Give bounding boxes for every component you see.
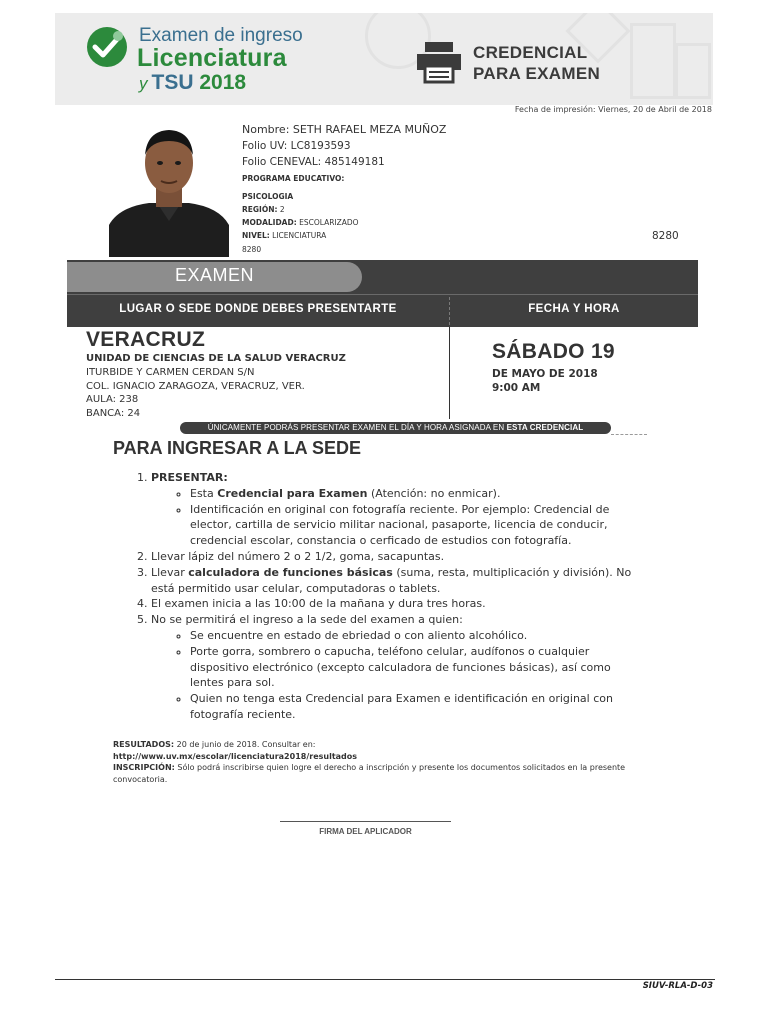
- venue-address-line1: ITURBIDE Y CARMEN CERDAN S/N: [86, 367, 255, 378]
- results-text: 20 de junio de 2018. Consultar en:: [176, 740, 316, 749]
- footer-code: SIUV-RLA-D-03: [642, 981, 713, 991]
- venue-address-line2: COL. IGNACIO ZARAGOZA, VERACRUZ, VER.: [86, 380, 305, 392]
- level-row: [242, 229, 446, 242]
- level-label: NIVEL:: [242, 231, 270, 240]
- print-date: Fecha de impresión: Viernes, 20 de Abril de 2018: [514, 105, 712, 114]
- uv-check-icon: [85, 25, 129, 69]
- level-value: LICENCIATURA: [272, 231, 327, 240]
- datetime-column-header: FECHA Y HORA: [528, 303, 620, 315]
- credential-line1: CREDENCIAL: [473, 43, 588, 62]
- list-item: [151, 612, 643, 723]
- folio-uv-value: LC8193593: [290, 140, 351, 152]
- program-value: PSICOLOGIA: [242, 192, 294, 201]
- item3-pre: Llevar: [151, 565, 185, 579]
- applicant-name: SETH RAFAEL MEZA MUÑOZ: [292, 123, 447, 136]
- program-label-row: [242, 172, 446, 185]
- notice-dash-line: [611, 434, 647, 435]
- credential-title: [473, 42, 600, 84]
- logo-line1: Examen de ingreso: [139, 25, 303, 46]
- instructions-list: [113, 470, 643, 723]
- list-item: ◦ Porte gorra, sombrero o capucha, teléfono celular, audífonos o cualquier dispositivo electrónico (excepto calculadora de funciones básicas), así como lentes para sol.: [190, 644, 643, 691]
- credential-line2: PARA EXAMEN: [473, 64, 601, 83]
- results-row: [113, 739, 648, 751]
- list-item: 4. El examen inicia a las 10:00 de la mañana y dura tres horas.: [151, 596, 643, 612]
- list-item: ◦ Se encuentre en estado de ebriedad o con aliento alcohólico.: [190, 628, 643, 644]
- exam-time: 9:00 AM: [492, 382, 541, 394]
- header-banner: [55, 13, 713, 105]
- inscription-text: Sólo podrá inscribirse quien logre el derecho a inscripción y presente los documentos solicitados en la presente convocatoria.: [113, 763, 626, 784]
- signature-label: FIRMA DEL APLICADOR: [319, 827, 412, 836]
- venue-unit: UNIDAD DE CIENCIAS DE LA SALUD VERACRUZ: [86, 353, 346, 364]
- notice-main: ÚNICAMENTE PODRÁS PRESENTAR EXAMEN EL DÍA Y HORA ASIGNADA EN: [207, 423, 505, 432]
- region-value: 2: [279, 205, 285, 214]
- name-row: [242, 122, 446, 138]
- printer-icon: [415, 40, 463, 84]
- folio-uv-label: Folio UV:: [242, 140, 288, 152]
- applicant-photo: [109, 125, 229, 257]
- region-label: REGIÓN:: [242, 205, 278, 214]
- modality-value: ESCOLARIZADO: [299, 218, 359, 227]
- list-item: [151, 470, 643, 549]
- list-item: ◦ Quien no tenga esta Credencial para Examen e identificación en original con fotografía reciente.: [190, 691, 643, 723]
- logo-line3: [139, 71, 246, 95]
- code-right: 8280: [652, 230, 679, 242]
- notice-bold: ESTA CREDENCIAL: [506, 423, 584, 432]
- venue-aula: AULA: 238: [86, 394, 139, 405]
- venue-banca: BANCA: 24: [86, 407, 141, 419]
- item1-title: PRESENTAR:: [151, 471, 228, 484]
- exam-month: DE MAYO DE 2018: [492, 368, 598, 380]
- list-item: [151, 565, 643, 597]
- region-row: [242, 203, 446, 216]
- modality-row: [242, 216, 446, 229]
- signature-line: [280, 821, 451, 822]
- section-title: PARA INGRESAR A LA SEDE: [113, 438, 362, 458]
- list-item: 2. Llevar lápiz del número 2 o 2 1/2, goma, sacapuntas.: [151, 549, 643, 565]
- item1a-pre: Esta: [190, 486, 214, 500]
- item3-post: (suma, resta, multiplicación y división). No está permitido usar celular, computadoras o tablets.: [151, 565, 632, 595]
- folio-ceneval-row: [242, 154, 446, 170]
- folio-uv-row: [242, 138, 446, 154]
- list-item: [190, 486, 643, 502]
- results-label: RESULTADOS:: [113, 740, 175, 749]
- footer-line: [55, 979, 715, 980]
- notice-text: [180, 423, 611, 432]
- band-divider: [449, 297, 450, 325]
- logo-y: y: [139, 74, 148, 93]
- logo-year: 2018: [199, 71, 247, 94]
- item5-text: No se permitirá el ingreso a la sede del examen a quien:: [151, 613, 463, 627]
- inscription-row: [113, 762, 648, 785]
- folio-ceneval-label: Folio CENEVAL:: [242, 156, 322, 168]
- banner-decoration: [675, 43, 711, 99]
- exam-date-time: [492, 367, 598, 395]
- item1a-post: (Atención: no enmicar).: [370, 486, 501, 500]
- exam-tab-label: EXAMEN: [174, 265, 255, 285]
- program-label: PROGRAMA EDUCATIVO:: [242, 174, 345, 183]
- venue-city: VERACRUZ: [86, 328, 206, 351]
- inscription-label: INSCRIPCIÓN:: [113, 763, 175, 773]
- item1a-bold: Credencial para Examen: [217, 486, 368, 500]
- results-url-row: [113, 751, 648, 763]
- exam-day: SÁBADO 19: [492, 340, 615, 363]
- program-value-row: [242, 190, 446, 203]
- logo-line2: Licenciatura: [137, 44, 287, 72]
- banner-decoration: [630, 23, 676, 99]
- results-url[interactable]: http://www.uv.mx/escolar/licenciatura2018/resultados: [113, 751, 358, 761]
- name-label: Nombre:: [242, 123, 290, 136]
- band-separator: [67, 294, 698, 295]
- list-item: ◦ Identificación en original con fotografía reciente. Por ejemplo: Credencial de elector, cartilla de servicio militar nacional, pasaporte, licencia de conducir, credencial escolar, constancia o cerficado de estudios con fotografía.: [190, 502, 643, 549]
- venue-address: [86, 366, 305, 420]
- venue-column-header: LUGAR O SEDE DONDE DEBES PRESENTARTE: [119, 303, 397, 315]
- code-small: 8280: [242, 245, 262, 254]
- modality-label: MODALIDAD:: [242, 218, 297, 227]
- item3-bold: calculadora de funciones básicas: [188, 565, 393, 579]
- applicant-info: [242, 122, 446, 256]
- column-divider: [449, 327, 450, 419]
- logo-tsu: TSU: [151, 71, 194, 94]
- results-info: [113, 739, 648, 785]
- folio-ceneval-value: 485149181: [324, 156, 385, 168]
